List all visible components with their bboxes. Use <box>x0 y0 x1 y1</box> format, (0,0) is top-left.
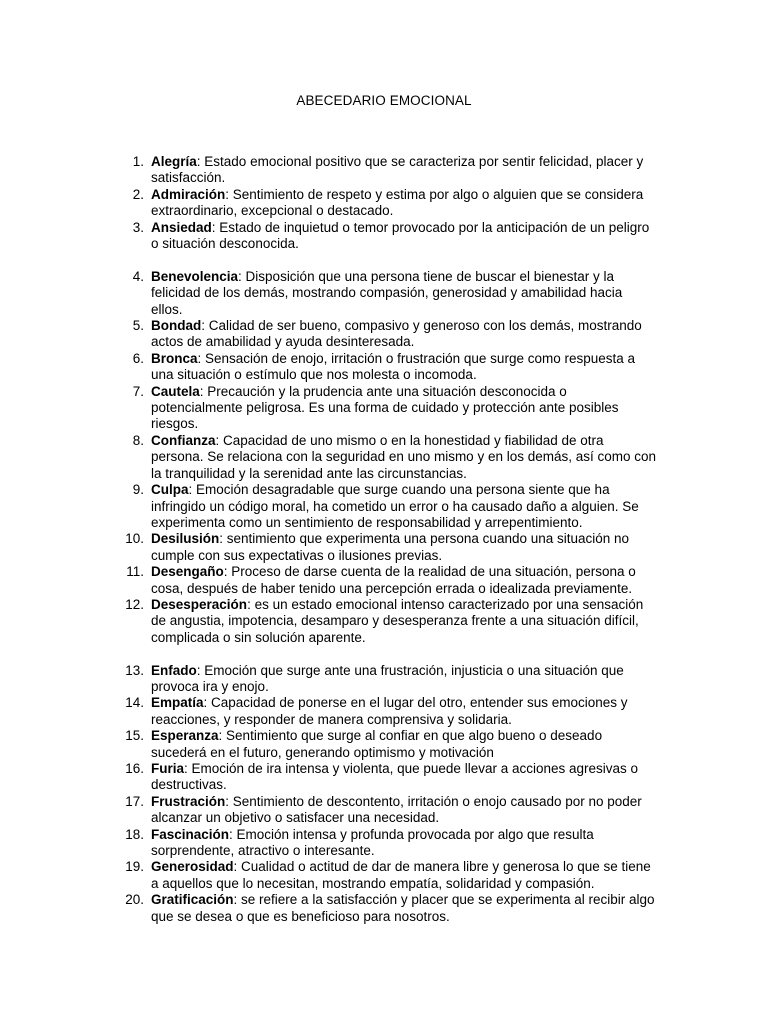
item-definition: : Emoción de ira intensa y violenta, que puede llevar a acciones agresivas o destructivas. <box>151 761 639 793</box>
item-definition: : es un estado emocional intenso caracterizado por una sensación de angustia, impotencia, desamparo y desesperanza frente a una situación difícil, complicada o sin solución aparente. <box>151 596 644 645</box>
item-number: 16. <box>125 761 144 776</box>
item-term: Benevolencia <box>151 268 239 284</box>
item-number: 12. <box>125 596 144 612</box>
item-term: Bronca <box>151 350 198 366</box>
list-item <box>0 531 657 564</box>
item-number: 20. <box>125 892 144 908</box>
item-definition: : Emoción intensa y profunda provocada por algo que resulta sorprendente, atractivo o interesante. <box>151 826 594 859</box>
item-term: Confianza <box>151 432 216 448</box>
list-item <box>0 859 657 892</box>
item-definition: : se refiere a la satisfacción y placer que se experimenta al recibir algo que se desea o que es beneficioso para nosotros. <box>151 892 655 924</box>
item-definition: : Estado emocional positivo que se caracteriza por sentir felicidad, placer y satisfacción. <box>151 154 644 186</box>
item-term: Cautela <box>151 383 200 399</box>
item-term: Desilusión <box>151 531 220 547</box>
item-number: 3. <box>132 219 144 235</box>
item-term: Empatía <box>151 695 204 711</box>
document-title: ABECEDARIO EMOCIONAL <box>296 93 472 108</box>
list-item <box>0 597 657 646</box>
item-term: Enfado <box>151 662 197 678</box>
list-item <box>0 269 657 318</box>
list-item <box>0 220 657 253</box>
item-definition: : Disposición que una persona tiene de buscar el bienestar y la felicidad de los demás, mostrando compasión, generosidad y amabilidad hacia ellos. <box>151 268 623 317</box>
item-number: 13. <box>125 662 144 678</box>
item-definition: : Capacidad de ponerse en el lugar del otro, entender sus emociones y reacciones, y responder de manera comprensiva y solidaria. <box>151 695 628 727</box>
list-item <box>0 695 657 728</box>
emotion-list <box>0 154 768 925</box>
item-number: 11. <box>126 564 144 580</box>
item-definition: : Precaución y la prudencia ante una situación desconocida o potencialmente peligrosa. Es una forma de cuidado y protección ante posibles riesgos. <box>151 383 619 432</box>
list-item <box>0 318 657 351</box>
list-item <box>0 761 657 794</box>
item-number: 17. <box>125 793 144 809</box>
item-definition: : Calidad de ser bueno, compasivo y generoso con los demás, mostrando actos de amabilidad y ayuda desinteresada. <box>151 318 642 350</box>
item-term: Desengaño <box>151 564 224 580</box>
item-definition: : Estado de inquietud o temor provocado por la anticipación de un peligro o situación desconocida. <box>151 219 650 252</box>
item-term: Fascinación <box>151 826 230 842</box>
item-term: Furia <box>151 761 185 776</box>
item-number: 7. <box>132 383 144 399</box>
item-definition: : Cualidad o actitud de dar de manera libre y generosa lo que se tiene a aquellos que lo necesitan, mostrando empatía, solidaridad y compasión. <box>151 859 651 891</box>
item-number: 15. <box>125 728 144 744</box>
item-definition: : Sentimiento de descontento, irritación o enojo causado por no poder alcanzar un objetivo o satisfacer una necesidad. <box>151 793 642 826</box>
item-number: 8. <box>132 432 144 448</box>
item-definition: : Sensación de enojo, irritación o frustración que surge como respuesta a una situación o estímulo que nos molesta o incomoda. <box>151 350 636 383</box>
list-item <box>0 892 657 925</box>
item-number: 1. <box>132 154 144 169</box>
item-term: Desesperación <box>151 596 248 612</box>
item-term: Ansiedad <box>151 219 212 235</box>
list-item <box>0 433 657 482</box>
list-item <box>0 384 657 433</box>
list-item <box>0 794 657 827</box>
item-number: 19. <box>125 859 144 875</box>
item-definition: : sentimiento que experimenta una persona cuando una situación no cumple con sus expectativas o ilusiones previas. <box>151 531 630 563</box>
item-number: 5. <box>132 318 144 334</box>
list-item <box>0 351 657 384</box>
item-term: Generosidad <box>151 859 234 875</box>
item-definition: : Capacidad de uno mismo o en la honestidad y fiabilidad de otra persona. Se relaciona con la seguridad en uno mismo y en los demás, así como con la tranquilidad y la serenidad ante las circunstancias. <box>151 432 657 481</box>
item-definition: : Proceso de darse cuenta de la realidad de una situación, persona o cosa, después de haber tenido una percepción errada o idealizada previamente. <box>151 564 636 596</box>
item-definition: : Emoción que surge ante una frustración, injusticia o una situación que provoca ira y enojo. <box>151 662 624 694</box>
item-term: Culpa <box>151 482 189 498</box>
item-number: 14. <box>125 695 144 711</box>
list-item <box>0 187 657 220</box>
item-term: Alegría <box>151 154 197 169</box>
item-number: 4. <box>132 268 144 284</box>
item-term: Bondad <box>151 318 202 334</box>
item-term: Frustración <box>151 793 226 809</box>
item-definition: : Sentimiento de respeto y estima por algo o alguien que se considera extraordinario, excepcional o destacado. <box>151 186 644 219</box>
list-item <box>0 728 657 761</box>
item-number: 9. <box>132 482 144 498</box>
list-item <box>0 154 657 187</box>
list-item <box>0 663 657 696</box>
item-number: 18. <box>125 826 144 842</box>
item-term: Admiración <box>151 186 226 202</box>
list-item <box>0 564 657 597</box>
item-definition: : Sentimiento que surge al confiar en que algo bueno o deseado sucederá en el futuro, generando optimismo y motivación <box>151 728 603 760</box>
item-term: Esperanza <box>151 728 219 744</box>
item-term: Gratificación <box>151 892 234 908</box>
item-definition: : Emoción desagradable que surge cuando una persona siente que ha infringido un código moral, ha cometido un error o ha causado daño a alguien. Se experimenta como un sentimiento de responsabilidad y arrepentimiento. <box>151 482 639 530</box>
list-item <box>0 827 657 860</box>
item-number: 2. <box>132 186 144 202</box>
item-number: 10. <box>125 531 144 547</box>
list-item <box>0 482 657 531</box>
item-number: 6. <box>132 350 144 366</box>
